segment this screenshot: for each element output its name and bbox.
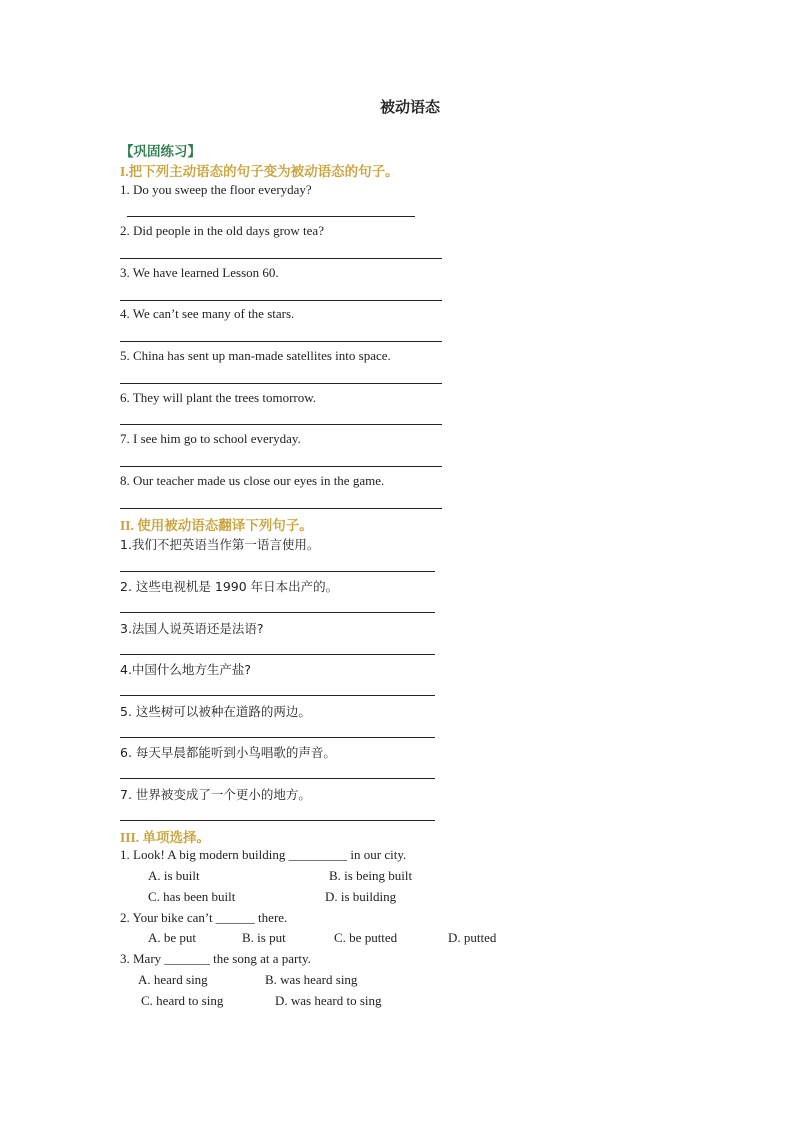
s1-answer-line-2[interactable] <box>120 258 442 259</box>
mc-q1-option-b[interactable]: B. is being built <box>329 868 413 883</box>
s2-question-3: 3.法国人说英语还是法语? <box>120 621 264 636</box>
section1-heading: I.把下列主动语态的句子变为被动语态的句子。 <box>120 164 399 179</box>
section2-heading: II. 使用被动语态翻译下列句子。 <box>120 518 313 533</box>
s2-answer-line-1[interactable] <box>120 571 435 572</box>
s1-question-8: 8. Our teacher made us close our eyes in the game. <box>120 473 385 488</box>
mc-question-2: 2. Your bike can’t ______ there. <box>120 910 288 925</box>
s1-question-1: 1. Do you sweep the floor everyday? <box>120 182 312 197</box>
mc-question-1: 1. Look! A big modern building _________ in our city. <box>120 847 407 862</box>
s2-answer-line-5[interactable] <box>120 737 435 738</box>
practice-tag: 【巩固练习】 <box>120 144 201 159</box>
mc-q2-option-c[interactable]: C. be putted <box>334 930 398 945</box>
mc-q1-option-c[interactable]: C. has been built <box>148 889 236 904</box>
mc-q3-option-d[interactable]: D. was heard to sing <box>275 993 382 1008</box>
s1-answer-line-3[interactable] <box>120 300 442 301</box>
s2-answer-line-3[interactable] <box>120 654 435 655</box>
s2-answer-line-6[interactable] <box>120 778 435 779</box>
s1-question-6: 6. They will plant the trees tomorrow. <box>120 390 317 405</box>
s1-answer-line-4[interactable] <box>120 341 442 342</box>
s1-question-7: 7. I see him go to school everyday. <box>120 431 301 446</box>
s1-question-5: 5. China has sent up man-made satellites into space. <box>120 348 391 363</box>
section3-heading: III. 单项选择。 <box>120 830 211 845</box>
s1-answer-line-7[interactable] <box>120 466 442 467</box>
s1-question-3: 3. We have learned Lesson 60. <box>120 265 279 280</box>
mc-question-3: 3. Mary _______ the song at a party. <box>120 951 311 966</box>
page-title: 被动语态 <box>379 100 440 116</box>
s2-question-5: 5. 这些树可以被种在道路的两边。 <box>120 704 311 719</box>
s2-question-4: 4.中国什么地方生产盐? <box>120 662 252 677</box>
s1-question-2: 2. Did people in the old days grow tea? <box>120 223 324 238</box>
mc-q2-option-a[interactable]: A. be put <box>148 930 197 945</box>
s1-answer-line-8[interactable] <box>120 508 442 509</box>
mc-q3-option-a[interactable]: A. heard sing <box>138 972 208 987</box>
mc-q3-option-b[interactable]: B. was heard sing <box>265 972 358 987</box>
s2-question-7: 7. 世界被变成了一个更小的地方。 <box>120 787 311 802</box>
s2-answer-line-2[interactable] <box>120 612 435 613</box>
s1-answer-line-5[interactable] <box>120 383 442 384</box>
s2-question-1: 1.我们不把英语当作第一语言使用。 <box>120 537 320 552</box>
s2-question-6: 6. 每天早晨都能听到小鸟唱歌的声音。 <box>120 745 336 760</box>
s2-question-2: 2. 这些电视机是 1990 年日本出产的。 <box>120 579 339 594</box>
mc-q2-option-d[interactable]: D. putted <box>448 930 497 945</box>
mc-q1-option-d[interactable]: D. is building <box>325 889 397 904</box>
s1-answer-line-1[interactable] <box>127 216 415 217</box>
mc-q2-option-b[interactable]: B. is put <box>242 930 286 945</box>
s2-answer-line-7[interactable] <box>120 820 435 821</box>
s2-answer-line-4[interactable] <box>120 695 435 696</box>
s1-question-4: 4. We can’t see many of the stars. <box>120 306 295 321</box>
mc-q1-option-a[interactable]: A. is built <box>148 868 200 883</box>
mc-q3-option-c[interactable]: C. heard to sing <box>141 993 224 1008</box>
s1-answer-line-6[interactable] <box>120 424 442 425</box>
